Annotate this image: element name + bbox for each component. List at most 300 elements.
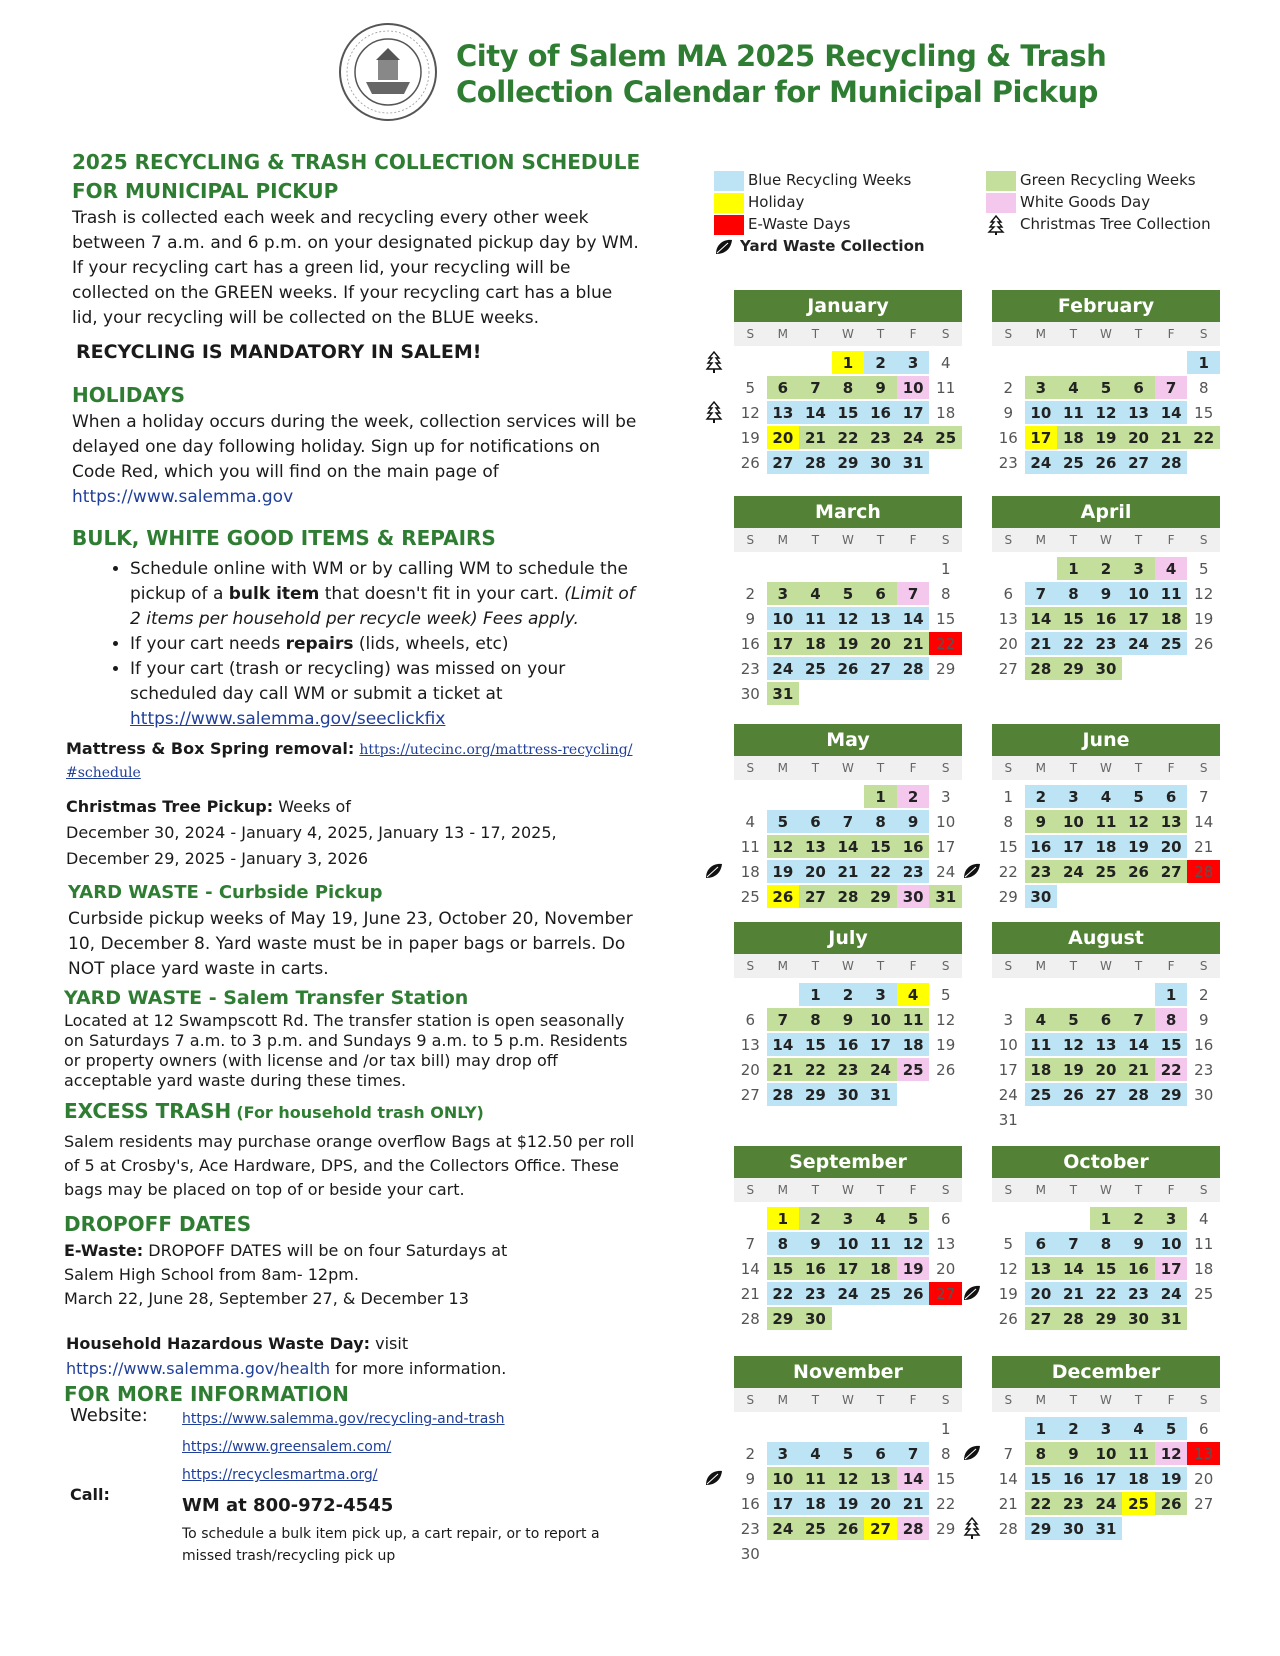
day-cell: 1 bbox=[1003, 787, 1014, 806]
day-cell: 10 bbox=[1090, 1442, 1123, 1465]
day-cell: 27 bbox=[864, 1517, 897, 1540]
weekday-label: W bbox=[842, 327, 854, 341]
weekday-label: M bbox=[777, 327, 789, 341]
empty-cell bbox=[992, 1416, 1025, 1441]
day-cell: 27 bbox=[1194, 1494, 1214, 1513]
bulk-text-c: that doesn't fit in your cart. bbox=[319, 584, 565, 604]
weekday-header bbox=[992, 1178, 1220, 1202]
day-cell: 23 bbox=[1025, 860, 1058, 883]
day-cell: 13 bbox=[740, 1035, 760, 1054]
day-cell: 5 bbox=[897, 1207, 930, 1230]
schedule-heading-line-2: FOR MUNICIPAL PICKUP bbox=[72, 179, 339, 203]
day-cell: 27 bbox=[998, 659, 1018, 678]
weekday-label: M bbox=[777, 1393, 789, 1407]
empty-cell bbox=[734, 556, 767, 581]
day-cell: 30 bbox=[1122, 1307, 1155, 1330]
weekday-label: F bbox=[1167, 1183, 1175, 1197]
greensalem-link[interactable]: https://www.greensalem.com/ bbox=[182, 1439, 392, 1455]
day-cell: 16 bbox=[740, 1494, 760, 1513]
day-cell: 20 bbox=[1122, 426, 1155, 449]
day-cell: 23 bbox=[1122, 1282, 1155, 1305]
day-cell: 11 bbox=[799, 1467, 832, 1490]
weekday-label: F bbox=[909, 959, 917, 973]
month-september bbox=[734, 1146, 962, 1331]
day-cell: 21 bbox=[799, 426, 832, 449]
day-cell: 11 bbox=[936, 378, 956, 397]
day-cell: 6 bbox=[799, 810, 832, 833]
day-cell: 1 bbox=[1187, 351, 1220, 374]
bulk-text-bold: bulk item bbox=[228, 584, 320, 604]
day-cell: 12 bbox=[1194, 584, 1214, 603]
day-cell: 17 bbox=[897, 401, 930, 424]
month-header: July bbox=[734, 922, 962, 954]
day-cell: 6 bbox=[1198, 1419, 1209, 1438]
mattress-link[interactable]: https://utecinc.org/mattress-recycling/ bbox=[359, 742, 633, 758]
day-cell: 28 bbox=[1122, 1083, 1155, 1106]
call-label: Call: bbox=[70, 1485, 110, 1504]
empty-cell bbox=[864, 1416, 897, 1441]
day-cell: 31 bbox=[1090, 1517, 1123, 1540]
legend-holiday-label: Holiday bbox=[748, 193, 805, 211]
day-cell: 14 bbox=[767, 1033, 800, 1056]
call-number: WM at 800-972-4545 bbox=[182, 1495, 394, 1516]
legend-tree-label: Christmas Tree Collection bbox=[1020, 215, 1211, 233]
website-label: Website: bbox=[70, 1405, 148, 1426]
day-cell: 18 bbox=[936, 403, 956, 422]
day-cell: 1 bbox=[940, 1419, 951, 1438]
legend-ewaste-label: E-Waste Days bbox=[748, 215, 851, 233]
weekday-label: W bbox=[842, 959, 854, 973]
weekday-header bbox=[992, 1388, 1220, 1412]
city-seal-logo bbox=[338, 22, 438, 122]
day-cell: 24 bbox=[1155, 1282, 1188, 1305]
day-cell: 18 bbox=[1057, 426, 1090, 449]
day-cell: 12 bbox=[936, 1010, 956, 1029]
legend-blue-label: Blue Recycling Weeks bbox=[748, 171, 912, 189]
weekday-label: T bbox=[876, 959, 885, 973]
day-cell: 11 bbox=[1090, 810, 1123, 833]
day-cell: 25 bbox=[1122, 1492, 1155, 1515]
day-cell: 9 bbox=[832, 1008, 865, 1031]
weekday-label: T bbox=[876, 327, 885, 341]
day-cell: 15 bbox=[799, 1033, 832, 1056]
day-cell: 2 bbox=[864, 351, 897, 374]
weekday-label: T bbox=[876, 761, 885, 775]
day-cell: 30 bbox=[897, 885, 930, 908]
day-cell: 9 bbox=[1003, 403, 1014, 422]
day-cell: 23 bbox=[897, 860, 930, 883]
empty-cell bbox=[767, 1416, 800, 1441]
day-cell: 1 bbox=[864, 785, 897, 808]
day-cell: 25 bbox=[1025, 1083, 1058, 1106]
day-cell: 26 bbox=[936, 1060, 956, 1079]
weekday-label: W bbox=[842, 1183, 854, 1197]
day-cell: 30 bbox=[1057, 1517, 1090, 1540]
day-cell: 3 bbox=[897, 351, 930, 374]
repairs-text-bold: repairs bbox=[285, 634, 354, 654]
day-cell: 10 bbox=[936, 812, 956, 831]
day-cell: 25 bbox=[897, 1058, 930, 1081]
day-cell: 1 bbox=[940, 559, 951, 578]
day-cell: 17 bbox=[998, 1060, 1018, 1079]
day-cell: 5 bbox=[832, 1442, 865, 1465]
day-cell: 28 bbox=[1155, 451, 1188, 474]
day-cell: 18 bbox=[1090, 835, 1123, 858]
day-cell: 17 bbox=[1057, 835, 1090, 858]
yard-curbside-body: Curbside pickup weeks of May 19, June 23, October 20, November 10, December 8. Yard waste must be in paper bags or barrels. Do NOT place yard waste in carts. bbox=[68, 909, 633, 979]
day-cell: 28 bbox=[998, 1519, 1018, 1538]
salem-gov-link[interactable]: https://www.salemma.gov bbox=[72, 487, 294, 507]
day-cell: 6 bbox=[1122, 376, 1155, 399]
day-cell: 3 bbox=[864, 983, 897, 1006]
day-cell: 24 bbox=[897, 426, 930, 449]
day-cell: 28 bbox=[1057, 1307, 1090, 1330]
empty-cell bbox=[897, 1416, 930, 1441]
weekday-label: S bbox=[1199, 959, 1208, 973]
day-cell: 23 bbox=[740, 1519, 760, 1538]
day-cell: 21 bbox=[832, 860, 865, 883]
excess-subtitle: (For household trash ONLY) bbox=[236, 1103, 484, 1122]
leaf-icon bbox=[704, 1469, 724, 1489]
day-cell: 26 bbox=[998, 1309, 1018, 1328]
weekday-label: S bbox=[941, 959, 950, 973]
day-cell: 24 bbox=[1025, 451, 1058, 474]
day-cell: 28 bbox=[767, 1083, 800, 1106]
weekday-label: F bbox=[1167, 327, 1175, 341]
holidays-text: When a holiday occurs during the week, collection services will be delayed one day following holiday. Sign up for notifications on Code Red, which you will find on the main page of bbox=[72, 412, 637, 482]
legend-white bbox=[986, 192, 1150, 213]
day-cell: 1 bbox=[767, 1207, 800, 1230]
day-cell: 27 bbox=[799, 885, 832, 908]
day-cell: 23 bbox=[998, 453, 1018, 472]
day-cell: 5 bbox=[745, 378, 756, 397]
empty-cell bbox=[1057, 982, 1090, 1007]
day-cell: 2 bbox=[745, 584, 756, 603]
day-cell: 23 bbox=[1194, 1060, 1214, 1079]
day-cell: 14 bbox=[897, 1467, 930, 1490]
day-cell: 30 bbox=[1090, 657, 1123, 680]
day-cell: 15 bbox=[767, 1257, 800, 1280]
day-cell: 26 bbox=[1194, 634, 1214, 653]
day-cell: 5 bbox=[832, 582, 865, 605]
day-cell: 26 bbox=[1057, 1083, 1090, 1106]
month-january bbox=[734, 290, 962, 475]
day-cell: 6 bbox=[767, 376, 800, 399]
day-cell: 19 bbox=[936, 1035, 956, 1054]
empty-cell bbox=[767, 982, 800, 1007]
day-cell: 5 bbox=[940, 985, 951, 1004]
weekday-label: S bbox=[746, 533, 755, 547]
leaf-icon bbox=[714, 238, 734, 256]
tree-pickup-block bbox=[66, 794, 642, 872]
day-cell: 5 bbox=[1122, 785, 1155, 808]
day-cell: 25 bbox=[740, 887, 760, 906]
health-link[interactable]: https://www.salemma.gov/health bbox=[66, 1359, 331, 1378]
day-cell: 17 bbox=[767, 632, 800, 655]
recyclesmart-link[interactable]: https://recyclesmartma.org/ bbox=[182, 1467, 378, 1483]
day-cell: 11 bbox=[799, 607, 832, 630]
day-cell: 4 bbox=[745, 812, 756, 831]
day-cell: 14 bbox=[832, 835, 865, 858]
tree-pickup-text-2: December 30, 2024 - January 4, 2025, January 13 - 17, 2025, bbox=[66, 823, 557, 842]
day-cell: 20 bbox=[936, 1259, 956, 1278]
mattress-link-anchor[interactable]: #schedule bbox=[66, 765, 141, 781]
day-cell: 13 bbox=[767, 401, 800, 424]
legend-blue bbox=[714, 170, 911, 191]
day-cell: 9 bbox=[1025, 810, 1058, 833]
weekday-label: S bbox=[941, 761, 950, 775]
day-cell: 20 bbox=[740, 1060, 760, 1079]
weekday-label: S bbox=[1199, 761, 1208, 775]
day-cell: 11 bbox=[1025, 1033, 1058, 1056]
hhw-block bbox=[66, 1331, 642, 1381]
weekday-label: T bbox=[811, 1393, 820, 1407]
tree-icon bbox=[986, 215, 1006, 235]
legend-green-swatch bbox=[986, 171, 1016, 191]
excess-title: EXCESS TRASH bbox=[64, 1099, 232, 1123]
info-column bbox=[64, 148, 642, 1564]
day-cell: 19 bbox=[1122, 835, 1155, 858]
day-cell: 7 bbox=[1057, 1232, 1090, 1255]
day-cell: 2 bbox=[799, 1207, 832, 1230]
day-cell: 9 bbox=[1198, 1010, 1209, 1029]
day-cell: 21 bbox=[897, 632, 930, 655]
bulk-item-repairs bbox=[130, 632, 642, 657]
day-cell: 21 bbox=[767, 1058, 800, 1081]
weekday-label: S bbox=[1199, 327, 1208, 341]
legend-holiday-swatch bbox=[714, 193, 744, 213]
day-cell: 8 bbox=[940, 1444, 951, 1463]
day-cell: 20 bbox=[767, 426, 800, 449]
day-cell: 30 bbox=[740, 1544, 760, 1563]
day-cell: 14 bbox=[1194, 812, 1214, 831]
day-cell: 2 bbox=[1122, 1207, 1155, 1230]
weekday-label: F bbox=[909, 1393, 917, 1407]
day-cell: 22 bbox=[929, 632, 962, 655]
day-cell: 7 bbox=[1122, 1008, 1155, 1031]
weekday-label: S bbox=[1004, 761, 1013, 775]
day-cell: 10 bbox=[998, 1035, 1018, 1054]
day-grid bbox=[734, 784, 962, 909]
day-cell: 3 bbox=[1057, 785, 1090, 808]
weekday-label: T bbox=[1069, 1183, 1078, 1197]
month-july bbox=[734, 922, 962, 1107]
day-cell: 24 bbox=[832, 1282, 865, 1305]
month-header: January bbox=[734, 290, 962, 322]
weekday-label: M bbox=[1035, 761, 1047, 775]
weekday-header bbox=[734, 1388, 962, 1412]
empty-cell bbox=[1025, 350, 1058, 375]
title-line-1: City of Salem MA 2025 Recycling & Trash bbox=[456, 39, 1107, 73]
day-cell: 31 bbox=[998, 1110, 1018, 1129]
weekday-label: W bbox=[1100, 1183, 1112, 1197]
bulk-item-schedule bbox=[130, 557, 642, 632]
hhw-text: visit bbox=[370, 1334, 409, 1353]
day-cell: 12 bbox=[1090, 401, 1123, 424]
day-cell: 20 bbox=[1090, 1058, 1123, 1081]
day-cell: 22 bbox=[799, 1058, 832, 1081]
repairs-text-a: If your cart needs bbox=[130, 634, 286, 654]
day-cell: 29 bbox=[1090, 1307, 1123, 1330]
repairs-text-c: (lids, wheels, etc) bbox=[353, 634, 509, 654]
day-grid bbox=[734, 982, 962, 1107]
day-cell: 17 bbox=[864, 1033, 897, 1056]
day-cell: 3 bbox=[1090, 1417, 1123, 1440]
day-cell: 5 bbox=[1057, 1008, 1090, 1031]
day-cell: 12 bbox=[832, 607, 865, 630]
month-november bbox=[734, 1356, 962, 1566]
day-cell: 16 bbox=[1025, 835, 1058, 858]
day-cell: 27 bbox=[864, 657, 897, 680]
weekday-label: W bbox=[842, 533, 854, 547]
day-cell: 3 bbox=[832, 1207, 865, 1230]
tree-icon bbox=[704, 401, 724, 425]
hhw-label: Household Hazardous Waste Day: bbox=[66, 1334, 371, 1353]
day-cell: 13 bbox=[1155, 810, 1188, 833]
day-cell: 24 bbox=[936, 862, 956, 881]
day-cell: 12 bbox=[998, 1259, 1018, 1278]
weekday-label: T bbox=[1069, 327, 1078, 341]
weekday-label: M bbox=[1035, 533, 1047, 547]
holidays-body bbox=[72, 410, 642, 510]
day-cell: 5 bbox=[1198, 559, 1209, 578]
schedule-heading bbox=[72, 148, 642, 206]
day-cell: 23 bbox=[1090, 632, 1123, 655]
day-cell: 15 bbox=[1090, 1257, 1123, 1280]
day-cell: 13 bbox=[1025, 1257, 1058, 1280]
day-cell: 16 bbox=[1090, 607, 1123, 630]
weekday-label: F bbox=[1167, 533, 1175, 547]
day-cell: 8 bbox=[1155, 1008, 1188, 1031]
day-cell: 9 bbox=[799, 1232, 832, 1255]
day-cell: 13 bbox=[1090, 1033, 1123, 1056]
bulk-list bbox=[72, 557, 642, 732]
day-cell: 4 bbox=[1025, 1008, 1058, 1031]
ewaste-label: E-Waste: bbox=[64, 1241, 144, 1260]
day-cell: 3 bbox=[940, 787, 951, 806]
day-cell: 14 bbox=[740, 1259, 760, 1278]
dropoff-heading: DROPOFF DATES bbox=[64, 1212, 252, 1236]
day-cell: 28 bbox=[897, 657, 930, 680]
weekday-label: F bbox=[1167, 959, 1175, 973]
month-december bbox=[992, 1356, 1220, 1541]
month-header: November bbox=[734, 1356, 962, 1388]
seeclickfix-link[interactable]: https://www.salemma.gov/seeclickfix bbox=[130, 709, 446, 729]
day-cell: 21 bbox=[740, 1284, 760, 1303]
day-cell: 5 bbox=[1155, 1417, 1188, 1440]
month-header: February bbox=[992, 290, 1220, 322]
day-cell: 15 bbox=[1194, 403, 1214, 422]
month-header: August bbox=[992, 922, 1220, 954]
day-cell: 27 bbox=[1122, 451, 1155, 474]
leaf-icon bbox=[962, 1284, 982, 1304]
weekday-label: T bbox=[811, 761, 820, 775]
day-cell: 8 bbox=[1003, 812, 1014, 831]
day-cell: 16 bbox=[799, 1257, 832, 1280]
day-cell: 7 bbox=[799, 376, 832, 399]
empty-cell bbox=[1057, 350, 1090, 375]
day-cell: 11 bbox=[864, 1232, 897, 1255]
leaf-icon bbox=[962, 1444, 982, 1464]
day-cell: 13 bbox=[1187, 1442, 1220, 1465]
day-cell: 2 bbox=[1025, 785, 1058, 808]
empty-cell bbox=[832, 784, 865, 809]
month-april bbox=[992, 496, 1220, 681]
weekday-label: S bbox=[746, 1183, 755, 1197]
day-cell: 26 bbox=[1122, 860, 1155, 883]
day-cell: 16 bbox=[998, 428, 1018, 447]
day-cell: 10 bbox=[767, 1467, 800, 1490]
tree-icon bbox=[962, 1517, 982, 1541]
recycling-link[interactable]: https://www.salemma.gov/recycling-and-trash bbox=[182, 1411, 505, 1427]
day-cell: 1 bbox=[832, 351, 865, 374]
missed-text: If your cart (trash or recycling) was missed on your scheduled day call WM or submit a ticket at bbox=[130, 659, 566, 704]
day-cell: 2 bbox=[1198, 985, 1209, 1004]
day-cell: 21 bbox=[897, 1492, 930, 1515]
weekday-label: M bbox=[777, 761, 789, 775]
day-cell: 28 bbox=[740, 1309, 760, 1328]
day-cell: 29 bbox=[864, 885, 897, 908]
empty-cell bbox=[864, 556, 897, 581]
day-cell: 20 bbox=[998, 634, 1018, 653]
day-cell: 8 bbox=[832, 376, 865, 399]
day-cell: 5 bbox=[767, 810, 800, 833]
day-cell: 19 bbox=[1090, 426, 1123, 449]
call-note: To schedule a bulk item pick up, a cart repair, or to report a missed trash/recycling pick up bbox=[182, 1526, 600, 1564]
hhw-tail: for more information. bbox=[330, 1359, 507, 1378]
day-cell: 25 bbox=[1194, 1284, 1214, 1303]
day-cell: 10 bbox=[1155, 1232, 1188, 1255]
legend-yard-label: Yard Waste Collection bbox=[740, 237, 925, 255]
tree-pickup-label: Christmas Tree Pickup: bbox=[66, 797, 274, 816]
leaf-icon bbox=[962, 862, 982, 882]
day-cell: 4 bbox=[1122, 1417, 1155, 1440]
day-cell: 6 bbox=[940, 1209, 951, 1228]
day-cell: 14 bbox=[1155, 401, 1188, 424]
day-cell: 24 bbox=[1057, 860, 1090, 883]
weekday-label: M bbox=[777, 533, 789, 547]
empty-cell bbox=[734, 350, 767, 375]
day-grid bbox=[734, 556, 962, 706]
day-cell: 30 bbox=[1194, 1085, 1214, 1104]
day-cell: 19 bbox=[897, 1257, 930, 1280]
day-cell: 16 bbox=[864, 401, 897, 424]
month-header: May bbox=[734, 724, 962, 756]
day-cell: 15 bbox=[832, 401, 865, 424]
day-cell: 14 bbox=[897, 607, 930, 630]
day-cell: 10 bbox=[832, 1232, 865, 1255]
day-cell: 16 bbox=[1057, 1467, 1090, 1490]
day-cell: 20 bbox=[1194, 1469, 1214, 1488]
day-cell: 18 bbox=[1155, 607, 1188, 630]
day-cell: 16 bbox=[740, 634, 760, 653]
day-cell: 22 bbox=[832, 426, 865, 449]
legend-green bbox=[986, 170, 1196, 191]
weekday-label: S bbox=[941, 327, 950, 341]
weekday-label: F bbox=[909, 327, 917, 341]
weekday-label: W bbox=[1100, 533, 1112, 547]
day-cell: 14 bbox=[1057, 1257, 1090, 1280]
month-june bbox=[992, 724, 1220, 909]
schedule-heading-line-1: 2025 RECYCLING & TRASH COLLECTION SCHEDULE bbox=[72, 150, 641, 174]
empty-cell bbox=[1122, 350, 1155, 375]
weekday-label: T bbox=[1134, 959, 1143, 973]
empty-cell bbox=[799, 1416, 832, 1441]
weekday-label: W bbox=[842, 761, 854, 775]
day-cell: 7 bbox=[1025, 582, 1058, 605]
excess-heading bbox=[64, 1097, 642, 1126]
more-info-block bbox=[70, 1405, 642, 1564]
